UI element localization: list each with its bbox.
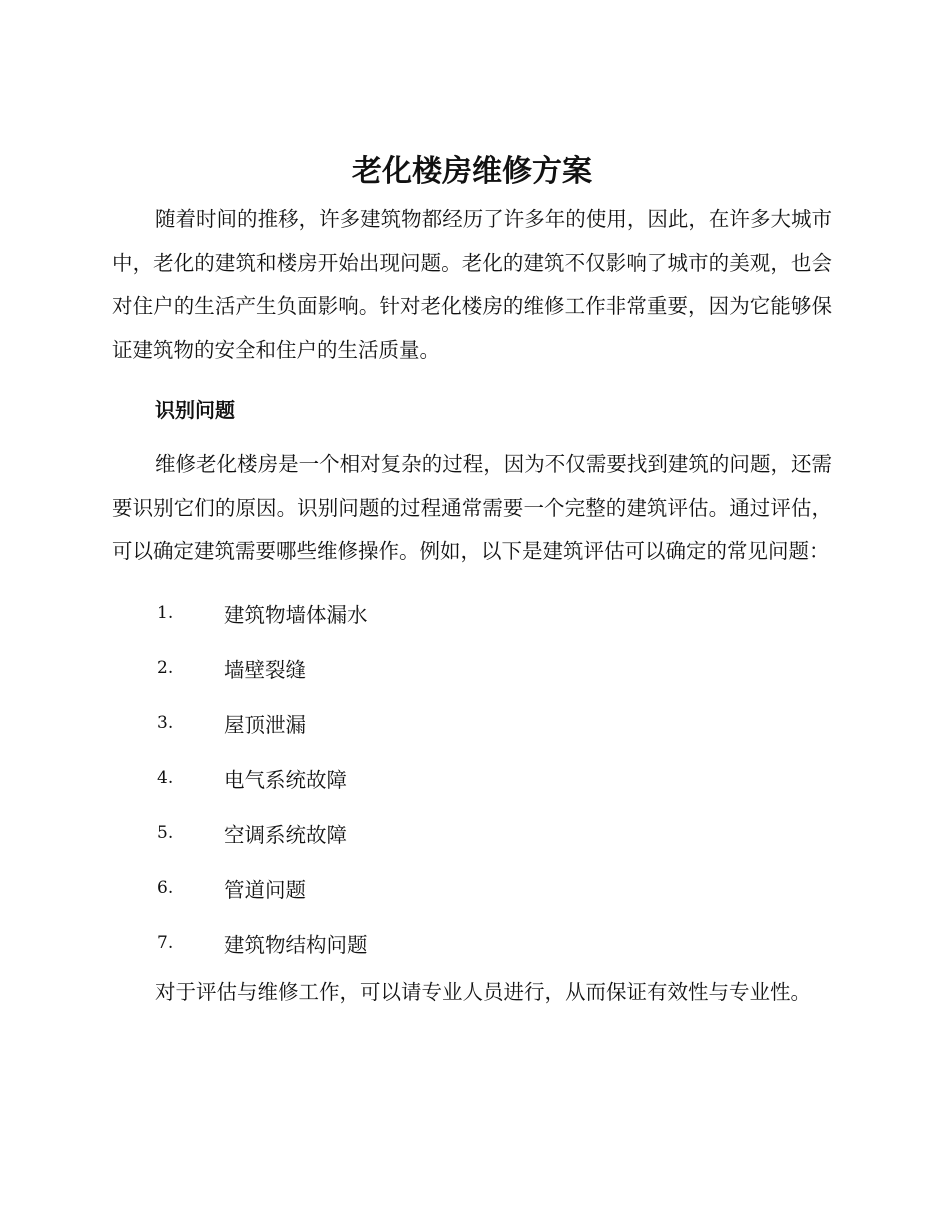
list-item-text: 空调系统故障 (224, 823, 347, 847)
list-item-number: 3. (157, 713, 174, 733)
section-paragraph: 维修老化楼房是一个相对复杂的过程，因为不仅需要找到建筑的问题，还需要识别它们的原因。识别问题的过程通常需要一个完整的建筑评估。通过评估，可以确定建筑需要哪些维修操作。例如，以下是建筑评估可以确定的常见问题： (112, 452, 832, 563)
document-page (112, 150, 832, 1014)
list-item-text: 建筑物墙体漏水 (224, 603, 368, 627)
issues-list (112, 586, 832, 971)
closing-paragraph: 对于评估与维修工作，可以请专业人员进行，从而保证有效性与专业性。 (155, 979, 811, 1004)
list-item (112, 861, 832, 916)
list-item (112, 806, 832, 861)
list-item (112, 586, 832, 641)
list-item-number: 1. (157, 603, 174, 623)
list-item-number: 4. (157, 768, 174, 788)
list-item (112, 696, 832, 751)
list-item (112, 641, 832, 696)
list-item-text: 屋顶泄漏 (224, 713, 306, 737)
intro-paragraph: 随着时间的推移，许多建筑物都经历了许多年的使用，因此，在许多大城市中，老化的建筑和楼房开始出现问题。老化的建筑不仅影响了城市的美观，也会对住户的生活产生负面影响。针对老化楼房的维修工作非常重要，因为它能够保证建筑物的安全和住户的生活质量。 (112, 207, 832, 362)
section-heading-identify-problems: 识别问题 (155, 398, 235, 422)
list-item (112, 916, 832, 971)
list-item-text: 管道问题 (224, 878, 306, 902)
list-item-text: 墙壁裂缝 (224, 658, 306, 682)
list-item-number: 7. (157, 933, 174, 953)
list-item-number: 2. (157, 658, 174, 678)
list-item-text: 建筑物结构问题 (224, 933, 368, 957)
list-item (112, 751, 832, 806)
list-item-number: 6. (157, 878, 174, 898)
document-title: 老化楼房维修方案 (352, 154, 592, 189)
list-item-number: 5. (157, 823, 174, 843)
list-item-text: 电气系统故障 (224, 768, 347, 792)
